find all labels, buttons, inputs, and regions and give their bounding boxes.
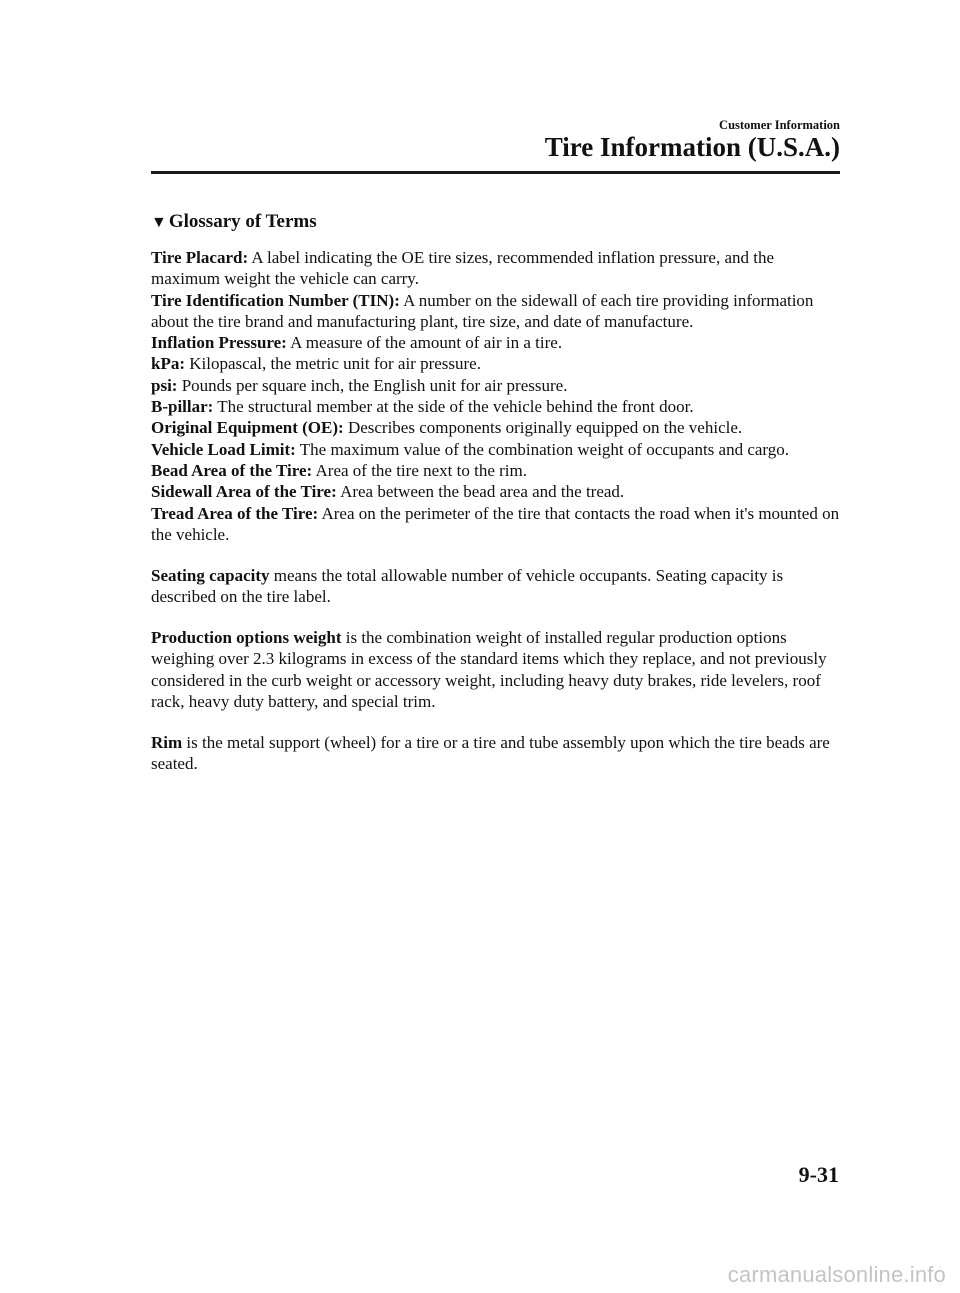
definition-paragraph [151,627,841,712]
glossary-entry [151,460,841,481]
glossary-definition: Area between the bead area and the tread. [340,482,625,502]
glossary-term: kPa: [151,354,185,374]
glossary-term: psi: [151,375,178,395]
paragraph-term: Production options weight [151,628,342,648]
glossary-definition: The structural member at the side of the vehicle behind the front door. [217,397,694,417]
paragraph-text: means the total allowable number of vehicle occupants. Seating capacity is described on the tire label. [151,565,784,607]
glossary-term: Bead Area of the Tire: [151,460,313,480]
paragraph-term: Seating capacity [151,565,270,585]
glossary-content [151,247,841,775]
glossary-entry [151,290,841,333]
glossary-entry [151,375,841,396]
header-section-label: Customer Information [719,118,840,132]
glossary-term: B-pillar: [151,397,214,417]
glossary-term: Tire Placard: [151,248,249,267]
definition-paragraph [151,732,841,775]
glossary-entry [151,417,841,438]
glossary-definition: A measure of the amount of air in a tire. [290,333,563,353]
glossary-term: Tire Identification Number (TIN): [151,290,400,310]
header-divider [151,171,840,174]
glossary-entry [151,332,841,353]
glossary-term: Tread Area of the Tire: [151,503,319,523]
glossary-term: Original Equipment (OE): [151,418,344,438]
glossary-term: Vehicle Load Limit: [151,439,296,459]
paragraph-text: is the metal support (wheel) for a tire or a tire and tube assembly upon which the tire beads are seated. [151,733,830,774]
glossary-definition: Pounds per square inch, the English unit for air pressure. [181,375,568,395]
glossary-definition: A number on the sidewall of each tire providing information about the tire brand and manufacturing plant, tire size, and date of manufacture. [151,290,814,331]
glossary-entry [151,503,841,546]
glossary-definition: Area of the tire next to the rim. [315,460,527,480]
paragraph-text: is the combination weight of installed regular production options weighing over 2.3 kilograms in excess of the standard items which they replace, and not previously considered in the curb weight or accessory weight, including heavy duty brakes, ride levelers, roof rack, heavy duty battery, and special trim. [151,628,827,712]
section-heading-text: Glossary of Terms [168,211,317,232]
glossary-entry [151,353,841,374]
glossary-definition: Kilopascal, the metric unit for air pressure. [189,354,481,374]
definition-paragraph [151,565,841,608]
glossary-entry [151,396,841,417]
paragraph-term: Rim [151,733,183,752]
glossary-term: Sidewall Area of the Tire: [151,482,337,502]
glossary-definition: The maximum value of the combination weight of occupants and cargo. [299,439,790,459]
glossary-term: Inflation Pressure: [151,333,287,353]
glossary-entry [151,247,841,290]
glossary-entry [151,439,841,460]
triangle-marker-icon: ▼ [151,214,167,231]
glossary-definition: Describes components originally equipped on the vehicle. [347,418,743,438]
glossary-entry [151,481,841,502]
watermark: carmanualsonline.info [727,1262,946,1287]
glossary-definition: Area on the perimeter of the tire that contacts the road when it's mounted on the vehicle. [151,503,840,544]
section-heading [151,211,317,233]
glossary-definition: A label indicating the OE tire sizes, recommended inflation pressure, and the maximum weight the vehicle can carry. [151,248,775,289]
page-number: 9-31 [798,1162,839,1187]
page-title: Tire Information (U.S.A.) [544,132,840,162]
